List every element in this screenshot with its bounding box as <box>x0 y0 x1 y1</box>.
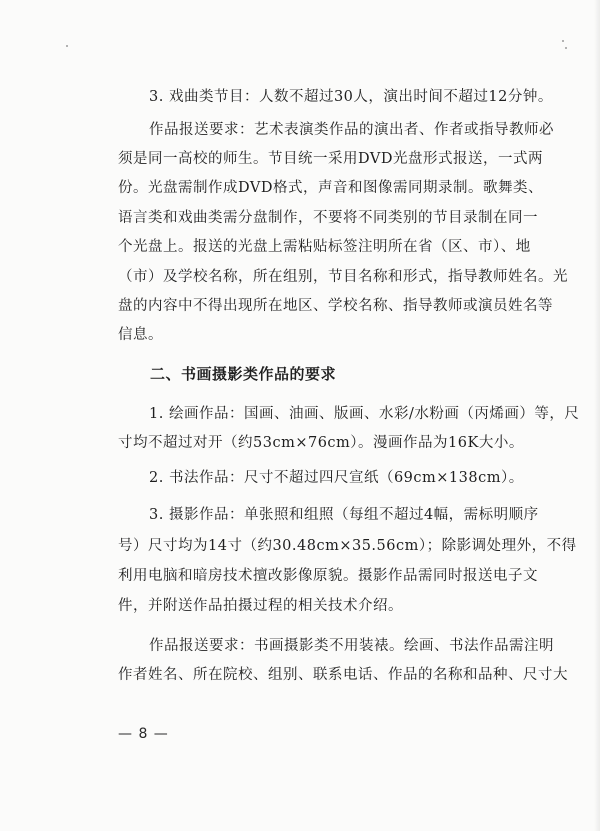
text-line-content: 盘的内容中不得出现所在地区、学校名称、指导教师或演员姓名等 <box>118 298 553 314</box>
text-line-content: 份。光盘需制作成DVD格式，声音和图像需同期录制。歌舞类、 <box>118 180 543 196</box>
text-line-content: 作者姓名、所在院校、组别、联系电话、作品的名称和品种、尺寸大 <box>118 667 568 683</box>
text-line <box>0 665 600 685</box>
text-line-content: 须是同一高校的师生。节目统一采用DVD光盘形式报送，一式两 <box>118 151 543 167</box>
text-line <box>0 208 600 228</box>
text-line <box>0 433 600 453</box>
text-line <box>0 267 600 287</box>
text-line-content: 3. 摄影作品：单张照和组照（每组不超过4幅，需标明顺序 <box>149 507 539 523</box>
text-line-content: 寸均不超过对开（约53cm×76cm）。漫画作品为16K大小。 <box>118 435 524 451</box>
text-line <box>0 87 600 107</box>
text-line <box>0 149 600 169</box>
text-line-content: 2. 书法作品：尺寸不超过四尺宣纸（69cm×138cm）。 <box>149 470 524 486</box>
text-line-content: 作品报送要求：书画摄影类不用装裱。绘画、书法作品需注明 <box>149 638 554 654</box>
text-line <box>0 325 600 345</box>
text-line-content: 利用电脑和暗房技术擅改影像原貌。摄影作品需同时报送电子文 <box>118 568 538 584</box>
section-heading-text: 二、书画摄影类作品的要求 <box>150 365 337 383</box>
text-line <box>0 120 600 140</box>
text-line <box>0 404 600 424</box>
text-line-content: 作品报送要求：艺术表演类作品的演出者、作者或指导教师必 <box>149 122 554 138</box>
text-line <box>0 296 600 316</box>
text-line <box>0 505 600 525</box>
scan-speck <box>66 45 68 47</box>
text-line <box>0 536 600 556</box>
scan-speck <box>565 47 567 49</box>
scan-speck <box>562 40 564 42</box>
page-number: — 8 — <box>118 726 169 742</box>
section-heading <box>0 364 600 384</box>
text-line-content: （市）及学校名称，所在组别，节目名称和形式，指导教师姓名。光 <box>118 269 568 285</box>
text-line-content: 语言类和戏曲类需分盘制作，不要将不同类别的节目录制在同一 <box>118 210 538 226</box>
text-line <box>0 178 600 198</box>
text-line <box>0 596 600 616</box>
text-line-content: 信息。 <box>118 327 163 343</box>
text-line <box>0 468 600 488</box>
text-line <box>0 237 600 257</box>
text-line-content: 件，并附送作品拍摄过程的相关技术介绍。 <box>118 598 403 614</box>
text-line-content: 3. 戏曲类节目：人数不超过30人，演出时间不超过12分钟。 <box>149 89 553 105</box>
text-line-content: 个光盘上。报送的光盘上需粘贴标签注明所在省（区、市）、地 <box>118 239 531 255</box>
text-line-content: 号）尺寸均为14寸（约30.48cm×35.56cm）；除影调处理外，不得 <box>118 538 577 554</box>
text-line <box>0 636 600 656</box>
text-line <box>0 566 600 586</box>
text-line-content: 1. 绘画作品：国画、油画、版画、水彩/水粉画（丙烯画）等，尺 <box>149 406 580 422</box>
